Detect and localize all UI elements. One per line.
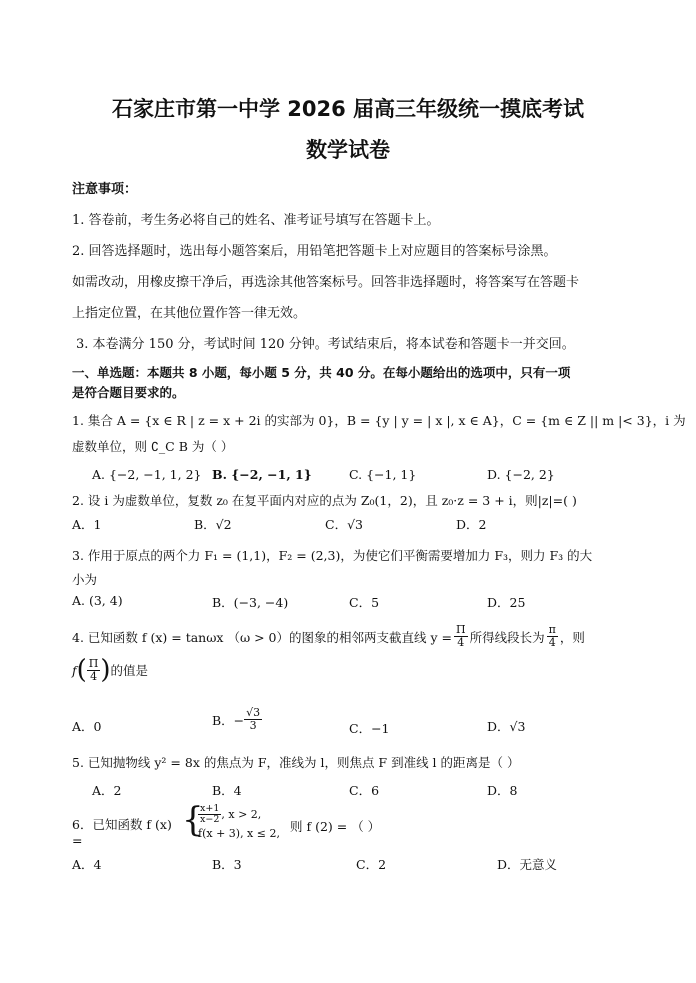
q4-stem-part-d: 的值是 xyxy=(110,663,149,678)
q6-stem-part-a: 6．已知函数 f (x) xyxy=(72,817,172,832)
q1-option-b[interactable]: B. {−2, −1, 1} xyxy=(212,467,312,482)
q2-option-c[interactable]: C．√3 xyxy=(325,517,363,532)
q2-stem: 2. 设 i 为虚数单位，复数 z₀ 在复平面内对应的点为 Z₀(1，2)，且 z₀·z = 3 + i，则|z|=( ) xyxy=(72,493,577,508)
notice-item-3: 3. 本卷满分 150 分，考试时间 120 分钟。考试结束后，将本试卷和答题卡一并交回。 xyxy=(76,337,575,352)
q4-option-b[interactable] xyxy=(212,707,262,732)
q1-option-c[interactable]: C. {−1, 1} xyxy=(349,467,417,482)
q2-option-d[interactable]: D．2 xyxy=(456,517,487,532)
q4-f-argument xyxy=(87,658,101,683)
notice-item-1: 1. 答卷前，考生务必将自己的姓名、准考证号填写在答题卡上。 xyxy=(72,213,440,228)
q4-left-paren: ( xyxy=(76,655,87,685)
q6-option-c[interactable]: C．2 xyxy=(356,857,387,872)
q6-case-1-fraction xyxy=(198,804,221,825)
q5-option-b[interactable]: B．4 xyxy=(212,783,242,798)
q4-fraction-line-num: Π xyxy=(456,623,466,636)
q6-case-1-den: x−2 xyxy=(200,814,220,825)
q6-stem-part-b: 则 f (2) = （ ） xyxy=(290,819,381,834)
q4-option-b-fraction xyxy=(244,707,262,732)
q6-case-1-num: x+1 xyxy=(200,803,220,814)
q6-case-2: f(x + 3), x ≤ 2, xyxy=(198,827,280,840)
q1-option-d[interactable]: D. {−2, 2} xyxy=(487,467,555,482)
q2-option-a[interactable]: A．1 xyxy=(72,517,102,532)
q4-option-b-prefix: B．− xyxy=(212,712,245,728)
notice-item-2a: 2. 回答选择题时，选出每小题答案后，用铅笔把答题卡上对应题目的答案标号涂黑。 xyxy=(72,244,557,259)
q4-fraction-line xyxy=(454,624,468,649)
q5-option-a[interactable]: A．2 xyxy=(92,783,122,798)
q4-f-arg-num: Π xyxy=(88,656,99,670)
q3-stem-line1: 3. 作用于原点的两个力 F₁ = (1,1)，F₂ = (2,3)，为使它们平衡需要增加力 F₃，则力 F₃ 的大 xyxy=(72,548,593,563)
q4-fraction-length-den: 4 xyxy=(548,636,556,649)
q4-fraction-length xyxy=(547,624,558,649)
q4-right-paren: ) xyxy=(100,655,111,685)
q6-case-1-cond: , x > 2, xyxy=(221,808,262,821)
q6-equals: = xyxy=(72,833,83,848)
q3-option-d[interactable]: D．25 xyxy=(487,595,526,610)
section-heading-line1: 一、单选题：本题共 8 小题，每小题 5 分，共 40 分。在每小题给出的选项中，只有一项 xyxy=(72,365,571,380)
q1-stem-line1: 1. 集合 A = {x ∈ R | z = x + 2i 的实部为 0}，B = {y | y = | x |, x ∈ A}，C = {m ∈ Z || m |< 3}，i 为 xyxy=(72,413,686,428)
q6-brace: { xyxy=(182,800,204,840)
q4-f-label: f xyxy=(72,662,77,678)
exam-subtitle: 数学试卷 xyxy=(306,138,390,162)
q6-option-b[interactable]: B．3 xyxy=(212,857,242,872)
q5-option-c[interactable]: C．6 xyxy=(349,783,380,798)
q3-option-b[interactable]: B．(−3, −4) xyxy=(212,595,289,610)
q4-option-d[interactable]: D．√3 xyxy=(487,719,526,734)
q4-option-b-den: 3 xyxy=(249,719,257,732)
q3-option-c[interactable]: C．5 xyxy=(349,595,380,610)
q6-case-1 xyxy=(198,804,261,825)
notice-heading: 注意事项： xyxy=(72,182,138,197)
q4-stem xyxy=(72,624,585,649)
q3-stem-line2: 小为 xyxy=(72,572,98,587)
q4-stem-line2 xyxy=(72,657,148,683)
q4-option-a[interactable]: A．0 xyxy=(72,719,102,734)
q4-fraction-length-num: π xyxy=(548,623,556,636)
q6-option-a[interactable]: A．4 xyxy=(72,857,102,872)
q5-option-d[interactable]: D．8 xyxy=(487,783,518,798)
q2-option-b[interactable]: B．√2 xyxy=(194,517,232,532)
exam-title: 石家庄市第一中学 2026 届高三年级统一摸底考试 xyxy=(111,97,585,121)
q5-stem: 5. 已知抛物线 y² = 8x 的焦点为 F，准线为 l，则焦点 F 到准线 l 的距离是（ ） xyxy=(72,755,520,770)
section-heading-line2: 是符合题目要求的。 xyxy=(72,385,185,400)
q4-stem-part-a: 4. 已知函数 f (x) = tanωx （ω > 0）的图象的相邻两支截直线 y = xyxy=(72,629,452,645)
q4-f-arg-den: 4 xyxy=(90,669,98,683)
q4-stem-part-b: 所得线段长为 xyxy=(469,629,545,645)
q4-fraction-line-den: 4 xyxy=(457,636,465,649)
q6-option-d[interactable]: D．无意义 xyxy=(497,857,558,872)
notice-item-2b: 如需改动，用橡皮擦干净后，再选涂其他答案标号。回答非选择题时，将答案写在答题卡 xyxy=(72,275,580,290)
q4-stem-part-c: ，则 xyxy=(559,629,585,645)
q1-option-a[interactable]: A. {−2, −1, 1, 2} xyxy=(92,467,202,482)
q1-stem-line2: 虚数单位，则 ∁_C B 为（ ） xyxy=(72,439,234,454)
notice-item-2c: 上指定位置，在其他位置作答一律无效。 xyxy=(72,306,307,321)
q4-option-c[interactable]: C．−1 xyxy=(349,721,390,736)
q3-option-a[interactable]: A. (3, 4) xyxy=(72,593,123,608)
q4-option-b-num: √3 xyxy=(246,706,261,719)
